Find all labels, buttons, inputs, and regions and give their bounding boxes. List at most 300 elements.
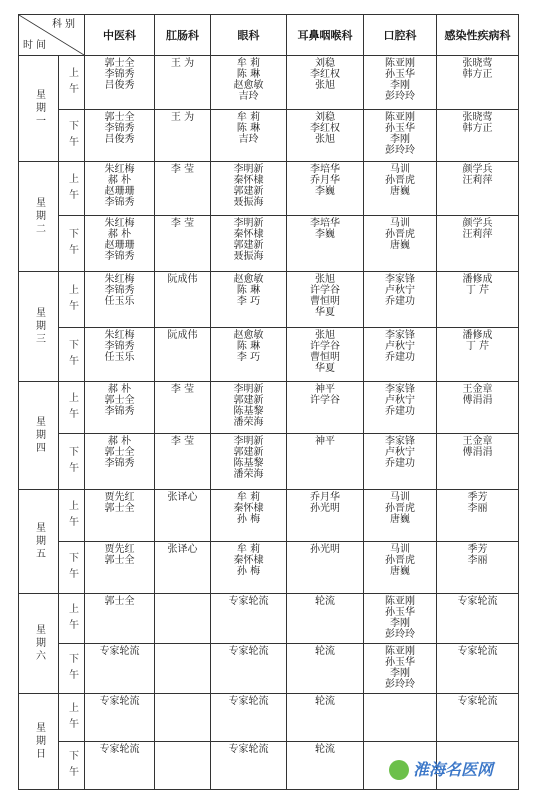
doctor-name: 李锦秀 [104, 69, 135, 80]
doctor-cell [155, 162, 211, 216]
doctor-name: 马训 [390, 544, 410, 555]
doctor-name: 张旭 [315, 330, 335, 341]
doctor-name: 孙晋虎 [385, 555, 415, 566]
day-label: 星期二 [19, 162, 59, 272]
doctor-name: 贾先红 [104, 492, 135, 503]
doctor-name: 郭士全 [104, 596, 135, 607]
half-day-label: 上午 [59, 56, 85, 110]
doctor-cell [437, 110, 519, 162]
doctor-name: 颜学兵 [462, 164, 493, 175]
schedule-row [19, 110, 519, 162]
doctor-name: 李家锋 [385, 384, 415, 395]
doctor-name: 任玉乐 [104, 296, 135, 307]
doctor-name: 丁 芹 [465, 285, 490, 296]
doctor-name: 张译心 [167, 544, 198, 555]
doctor-name: 乔建功 [385, 406, 415, 417]
watermark-text: 淮海名医网 [412, 759, 493, 779]
doctor-cell [287, 694, 364, 742]
doctor-cell [85, 216, 155, 272]
doctor-name: 李 莹 [170, 164, 195, 175]
doctor-name: 孙晋虎 [385, 229, 415, 240]
header-row [19, 15, 519, 56]
doctor-name: 张晓莺 [462, 112, 493, 123]
doctor-name: 孙玉华 [385, 123, 415, 134]
doctor-name: 李刚 [390, 668, 410, 679]
doctor-cell [85, 694, 155, 742]
doctor-name: 唐巍 [390, 186, 410, 197]
doctor-name: 专家轮流 [457, 646, 498, 657]
doctor-cell [287, 542, 364, 594]
doctor-cell [287, 56, 364, 110]
doctor-name: 李锦秀 [104, 197, 135, 208]
half-day-label: 下午 [59, 110, 85, 162]
doctor-name: 专家轮流 [228, 696, 269, 707]
doctor-name: 许学谷 [310, 341, 340, 352]
doctor-name: 孙晋虎 [385, 175, 415, 186]
doctor-cell [211, 328, 287, 382]
schedule-row [19, 328, 519, 382]
doctor-name: 神平 [315, 384, 335, 395]
doctor-name: 李丽 [467, 503, 488, 514]
schedule-row [19, 694, 519, 742]
doctor-name: 郝 朴 [107, 229, 132, 240]
doctor-name: 乔建功 [385, 296, 415, 307]
doctor-cell [287, 216, 364, 272]
doctor-name: 李刚 [390, 80, 410, 91]
doctor-name: 王金章 [462, 384, 493, 395]
doctor-cell [155, 56, 211, 110]
doctor-name: 阮成伟 [167, 274, 198, 285]
doctor-cell [85, 272, 155, 328]
doctor-name: 陈亚刚 [385, 58, 415, 69]
doctor-name: 季芳 [467, 492, 488, 503]
doctor-name: 牟 莉 [236, 544, 261, 555]
doctor-cell [364, 162, 437, 216]
doctor-name: 李红权 [310, 69, 340, 80]
doctor-name: 李丽 [467, 555, 488, 566]
doctor-cell [364, 490, 437, 542]
doctor-name: 专家轮流 [99, 646, 140, 657]
corner-subject-label: 科别 [52, 19, 78, 30]
half-day-label: 上午 [59, 382, 85, 434]
doctor-name: 孙光明 [310, 544, 340, 555]
day-label: 星期三 [19, 272, 59, 382]
doctor-name: 李刚 [390, 134, 410, 145]
half-day-label: 上午 [59, 694, 85, 742]
doctor-cell [287, 490, 364, 542]
doctor-name: 孙玉华 [385, 69, 415, 80]
doctor-name: 李红权 [310, 123, 340, 134]
doctor-name: 郝 朴 [107, 175, 132, 186]
doctor-cell [85, 594, 155, 644]
doctor-name: 赵愈敏 [233, 330, 264, 341]
doctor-cell [85, 110, 155, 162]
doctor-name: 孙玉华 [385, 657, 415, 668]
half-day-label: 上午 [59, 490, 85, 542]
doctor-cell [211, 742, 287, 790]
doctor-name: 赵愈敏 [233, 274, 264, 285]
half-day-label: 下午 [59, 434, 85, 490]
doctor-name: 轮流 [315, 646, 335, 657]
doctor-name: 陈亚刚 [385, 596, 415, 607]
half-day-label: 下午 [59, 742, 85, 790]
doctor-name: 潘荣海 [233, 469, 264, 480]
doctor-name: 李 巧 [236, 352, 261, 363]
doctor-cell [437, 644, 519, 694]
schedule-row [19, 382, 519, 434]
column-header: 肛肠科 [155, 15, 211, 56]
doctor-name: 朱红梅 [104, 164, 135, 175]
doctor-cell [364, 328, 437, 382]
doctor-name: 王 为 [170, 112, 195, 123]
doctor-name: 秦怀棣 [233, 503, 264, 514]
doctor-name: 刘稳 [315, 58, 335, 69]
doctor-name: 郭士全 [104, 447, 135, 458]
doctor-name: 聂振海 [233, 251, 264, 262]
doctor-cell [287, 594, 364, 644]
doctor-name: 李锦秀 [104, 458, 135, 469]
doctor-cell [437, 434, 519, 490]
day-label: 星期日 [19, 694, 59, 790]
doctor-cell [437, 328, 519, 382]
doctor-name: 郝 朴 [107, 436, 132, 447]
doctor-name: 李明新 [233, 164, 264, 175]
doctor-name: 朱红梅 [104, 218, 135, 229]
doctor-name: 李培华 [310, 218, 340, 229]
doctor-name: 牟 莉 [236, 58, 261, 69]
doctor-name: 乔建功 [385, 352, 415, 363]
doctor-name: 专家轮流 [457, 696, 498, 707]
doctor-name: 张旭 [315, 274, 335, 285]
doctor-cell [364, 56, 437, 110]
doctor-cell [437, 594, 519, 644]
doctor-cell [85, 742, 155, 790]
doctor-name: 许学谷 [310, 395, 340, 406]
doctor-cell [437, 272, 519, 328]
doctor-name: 张晓莺 [462, 58, 493, 69]
logo-icon [389, 760, 409, 780]
column-header: 眼科 [211, 15, 287, 56]
doctor-cell [364, 694, 437, 742]
doctor-name: 郭士全 [104, 395, 135, 406]
doctor-cell [155, 694, 211, 742]
doctor-name: 郝 朴 [107, 384, 132, 395]
doctor-cell [155, 434, 211, 490]
half-day-label: 下午 [59, 328, 85, 382]
doctor-cell [287, 434, 364, 490]
doctor-name: 李家锋 [385, 274, 415, 285]
doctor-name: 张旭 [315, 80, 335, 91]
doctor-name: 郭士全 [104, 503, 135, 514]
doctor-name: 李 莹 [170, 384, 195, 395]
doctor-name: 朱红梅 [104, 274, 135, 285]
doctor-name: 乔月华 [310, 492, 340, 503]
doctor-name: 轮流 [315, 696, 335, 707]
doctor-name: 丁 芹 [465, 341, 490, 352]
corner-time-label: 时间 [23, 40, 49, 51]
doctor-cell [85, 542, 155, 594]
doctor-cell [155, 542, 211, 594]
doctor-name: 卢秋宁 [385, 447, 415, 458]
column-header: 中医科 [85, 15, 155, 56]
doctor-name: 马训 [390, 492, 410, 503]
doctor-name: 卢秋宁 [385, 341, 415, 352]
doctor-name: 陈亚刚 [385, 646, 415, 657]
doctor-cell [211, 110, 287, 162]
half-day-label: 上午 [59, 162, 85, 216]
doctor-name: 李家锋 [385, 436, 415, 447]
doctor-name: 曹恒明 [310, 352, 340, 363]
doctor-name: 吉玲 [238, 134, 259, 145]
doctor-name: 汪莉萍 [462, 229, 493, 240]
doctor-cell [287, 742, 364, 790]
doctor-name: 郭士全 [104, 112, 135, 123]
doctor-name: 韩方正 [462, 123, 493, 134]
doctor-cell [364, 542, 437, 594]
doctor-name: 李锦秀 [104, 341, 135, 352]
doctor-name: 郭士全 [104, 555, 135, 566]
doctor-name: 彭玲玲 [385, 145, 415, 156]
doctor-name: 李刚 [390, 618, 410, 629]
doctor-name: 郭建新 [233, 240, 264, 251]
doctor-name: 李明新 [233, 436, 264, 447]
schedule-row [19, 644, 519, 694]
doctor-name: 牟 莉 [236, 112, 261, 123]
doctor-name: 张译心 [167, 492, 198, 503]
doctor-name: 聂振海 [233, 197, 264, 208]
doctor-name: 牟 莉 [236, 492, 261, 503]
doctor-cell [85, 56, 155, 110]
doctor-cell [437, 490, 519, 542]
doctor-name: 赵珊珊 [104, 186, 135, 197]
doctor-name: 华夏 [315, 363, 335, 374]
doctor-name: 卢秋宁 [385, 285, 415, 296]
doctor-name: 任玉乐 [104, 352, 135, 363]
doctor-cell [364, 110, 437, 162]
schedule-row [19, 216, 519, 272]
half-day-label: 上午 [59, 272, 85, 328]
doctor-name: 彭玲玲 [385, 679, 415, 690]
doctor-name: 陈 琳 [236, 69, 261, 80]
doctor-name: 王 为 [170, 58, 195, 69]
schedule-row [19, 542, 519, 594]
doctor-name: 李 莹 [170, 218, 195, 229]
doctor-name: 孙玉华 [385, 607, 415, 618]
doctor-name: 刘稳 [315, 112, 335, 123]
doctor-name: 李 莹 [170, 436, 195, 447]
column-header: 口腔科 [364, 15, 437, 56]
doctor-cell [155, 272, 211, 328]
doctor-cell [211, 162, 287, 216]
schedule-row [19, 272, 519, 328]
doctor-cell [437, 382, 519, 434]
doctor-cell [364, 594, 437, 644]
doctor-name: 李家锋 [385, 330, 415, 341]
doctor-name: 朱红梅 [104, 330, 135, 341]
doctor-name: 郭建新 [233, 447, 264, 458]
doctor-name: 陈亚刚 [385, 112, 415, 123]
doctor-cell [211, 382, 287, 434]
doctor-name: 吕俊秀 [104, 80, 135, 91]
doctor-name: 唐巍 [390, 240, 410, 251]
doctor-name: 秦怀棣 [233, 555, 264, 566]
doctor-name: 李巍 [315, 229, 335, 240]
doctor-cell [211, 490, 287, 542]
doctor-cell [155, 216, 211, 272]
doctor-name: 唐巍 [390, 566, 410, 577]
schedule-row [19, 434, 519, 490]
doctor-name: 韩方正 [462, 69, 493, 80]
doctor-name: 郭建新 [233, 186, 264, 197]
doctor-name: 王金章 [462, 436, 493, 447]
doctor-name: 李 巧 [236, 296, 261, 307]
doctor-cell [364, 216, 437, 272]
doctor-name: 阮成伟 [167, 330, 198, 341]
doctor-name: 轮流 [315, 744, 335, 755]
doctor-cell [437, 694, 519, 742]
doctor-cell [85, 382, 155, 434]
doctor-name: 专家轮流 [228, 744, 269, 755]
doctor-cell [155, 742, 211, 790]
doctor-name: 孙 梅 [236, 514, 261, 525]
doctor-cell [364, 434, 437, 490]
doctor-cell [211, 434, 287, 490]
doctor-cell [287, 328, 364, 382]
doctor-cell [211, 56, 287, 110]
schedule-table [18, 14, 519, 790]
doctor-name: 李明新 [233, 218, 264, 229]
doctor-cell [364, 382, 437, 434]
doctor-name: 郭建新 [233, 395, 264, 406]
doctor-cell [437, 216, 519, 272]
doctor-name: 卢秋宁 [385, 395, 415, 406]
doctor-cell [287, 272, 364, 328]
doctor-name: 潘修成 [462, 274, 493, 285]
half-day-label: 下午 [59, 216, 85, 272]
doctor-name: 华夏 [315, 307, 335, 318]
doctor-cell [287, 644, 364, 694]
doctor-cell [85, 644, 155, 694]
half-day-label: 下午 [59, 542, 85, 594]
doctor-name: 乔建功 [385, 458, 415, 469]
doctor-name: 吉玲 [238, 91, 259, 102]
doctor-cell [211, 216, 287, 272]
doctor-name: 贾先红 [104, 544, 135, 555]
doctor-name: 郭士全 [104, 58, 135, 69]
doctor-cell [155, 382, 211, 434]
doctor-cell [287, 110, 364, 162]
doctor-name: 神平 [315, 436, 335, 447]
doctor-cell [211, 272, 287, 328]
doctor-cell [287, 382, 364, 434]
column-header: 耳鼻咽喉科 [287, 15, 364, 56]
half-day-label: 上午 [59, 594, 85, 644]
doctor-name: 孙 梅 [236, 566, 261, 577]
doctor-cell [287, 162, 364, 216]
doctor-name: 李锦秀 [104, 251, 135, 262]
doctor-cell [211, 542, 287, 594]
doctor-name: 陈 琳 [236, 285, 261, 296]
doctor-cell [211, 644, 287, 694]
doctor-name: 乔月华 [310, 175, 340, 186]
schedule-row [19, 490, 519, 542]
doctor-name: 马训 [390, 218, 410, 229]
doctor-name: 李明新 [233, 384, 264, 395]
half-day-label: 下午 [59, 644, 85, 694]
doctor-name: 潘修成 [462, 330, 493, 341]
doctor-name: 曹恒明 [310, 296, 340, 307]
watermark-logo [389, 757, 493, 781]
doctor-cell [437, 162, 519, 216]
doctor-cell [85, 490, 155, 542]
doctor-cell [211, 694, 287, 742]
doctor-cell [85, 434, 155, 490]
doctor-name: 许学谷 [310, 285, 340, 296]
doctor-name: 潘荣海 [233, 417, 264, 428]
doctor-name: 赵愈敏 [233, 80, 264, 91]
doctor-name: 傅涓涓 [462, 395, 493, 406]
doctor-name: 专家轮流 [99, 696, 140, 707]
doctor-name: 颜学兵 [462, 218, 493, 229]
doctor-name: 李锦秀 [104, 406, 135, 417]
doctor-name: 赵珊珊 [104, 240, 135, 251]
doctor-name: 孙晋虎 [385, 503, 415, 514]
day-label: 星期四 [19, 382, 59, 490]
doctor-name: 李培华 [310, 164, 340, 175]
doctor-cell [364, 272, 437, 328]
doctor-name: 李巍 [315, 186, 335, 197]
doctor-cell [155, 328, 211, 382]
corner-cell [19, 15, 85, 56]
doctor-cell [155, 594, 211, 644]
doctor-cell [155, 644, 211, 694]
doctor-name: 专家轮流 [228, 596, 269, 607]
doctor-name: 唐巍 [390, 514, 410, 525]
doctor-name: 彭玲玲 [385, 629, 415, 640]
doctor-name: 秦怀棣 [233, 175, 264, 186]
doctor-name: 汪莉萍 [462, 175, 493, 186]
doctor-name: 陈基黎 [233, 458, 264, 469]
doctor-name: 李锦秀 [104, 123, 135, 134]
doctor-name: 专家轮流 [99, 744, 140, 755]
doctor-cell [211, 594, 287, 644]
day-label: 星期六 [19, 594, 59, 694]
schedule-row [19, 594, 519, 644]
doctor-cell [85, 162, 155, 216]
doctor-name: 陈 琳 [236, 123, 261, 134]
doctor-name: 专家轮流 [457, 596, 498, 607]
doctor-name: 陈基黎 [233, 406, 264, 417]
doctor-name: 轮流 [315, 596, 335, 607]
doctor-cell [437, 542, 519, 594]
doctor-name: 秦怀棣 [233, 229, 264, 240]
day-label: 星期五 [19, 490, 59, 594]
doctor-name: 傅涓涓 [462, 447, 493, 458]
doctor-cell [437, 56, 519, 110]
doctor-name: 李锦秀 [104, 285, 135, 296]
doctor-name: 孙光明 [310, 503, 340, 514]
doctor-name: 张旭 [315, 134, 335, 145]
doctor-cell [364, 644, 437, 694]
schedule-row [19, 162, 519, 216]
schedule-row [19, 56, 519, 110]
doctor-name: 彭玲玲 [385, 91, 415, 102]
doctor-name: 吕俊秀 [104, 134, 135, 145]
doctor-name: 专家轮流 [228, 646, 269, 657]
doctor-name: 陈 琳 [236, 341, 261, 352]
column-header: 感染性疾病科 [437, 15, 519, 56]
doctor-cell [155, 110, 211, 162]
